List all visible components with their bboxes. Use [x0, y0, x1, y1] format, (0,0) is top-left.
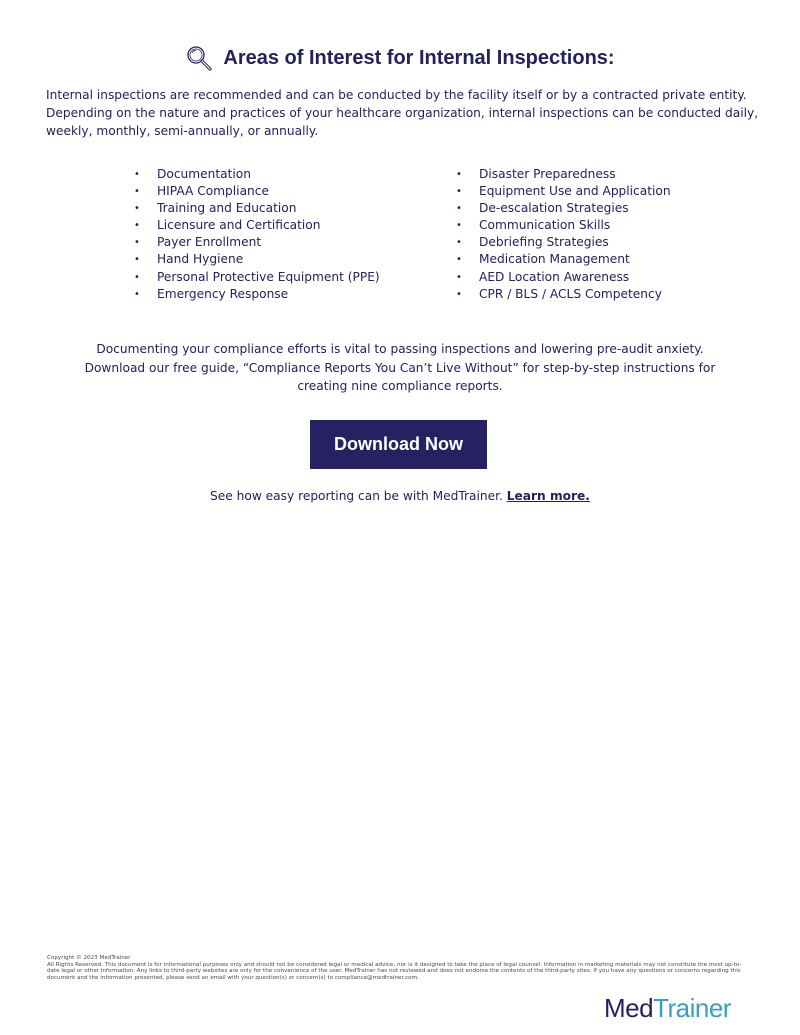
- see-reporting-text: See how easy reporting can be with MedTrainer.: [210, 489, 503, 503]
- list-item: • Payer Enrollment: [134, 234, 380, 251]
- list-item: • Hand Hygiene: [134, 251, 380, 268]
- list-item: • Debriefing Strategies: [456, 234, 671, 251]
- cta-paragraph: Documenting your compliance efforts is vital to passing inspections and lowering pre-audit anxiety. Download our free guide, “Compliance Reports You Can’t Live Without” for step-by-step instructions for creating nine compliance reports.: [84, 342, 716, 393]
- page-title: Areas of Interest for Internal Inspections:: [223, 46, 615, 69]
- list-item: • HIPAA Compliance: [134, 183, 380, 200]
- list-item: • Licensure and Certification: [134, 217, 380, 234]
- inspection-list-left: [134, 166, 380, 303]
- list-item: • Personal Protective Equipment (PPE): [134, 269, 380, 286]
- title-row: [0, 44, 800, 72]
- copyright-text: Copyright © 2023 MedTrainer: [47, 955, 131, 961]
- list-item: • Training and Education: [134, 200, 380, 217]
- see-reporting-line: [0, 489, 800, 503]
- logo-trainer: Trainer: [653, 993, 731, 1023]
- list-item: • CPR / BLS / ACLS Competency: [456, 286, 671, 303]
- list-item: • Emergency Response: [134, 286, 380, 303]
- list-item: • Medication Management: [456, 251, 671, 268]
- list-item: • AED Location Awareness: [456, 269, 671, 286]
- learn-more-link[interactable]: Learn more.: [506, 489, 590, 503]
- inspection-list-right: [456, 166, 671, 303]
- disclaimer-text: All Rights Reserved. This document is for informational purposes only and should not be considered legal or medical advice, nor is it designed to take the place of legal counsel. Information in marketing materials may not constitute the most up-to-date legal or other information. Any links to third-party websites are only for the convenience of the user. MedTrainer has not reviewed and does not endorse the contents of the third-party sites. If you have any questions or concerns regarding this document and the information presented, please send an email with your question(s) or concern(s) to compliance@medtrainer.com.: [47, 961, 742, 981]
- list-item: • Equipment Use and Application: [456, 183, 671, 200]
- list-item: • Documentation: [134, 166, 380, 183]
- footer: [47, 955, 747, 981]
- logo-med: Med: [604, 993, 654, 1023]
- list-item: • De-escalation Strategies: [456, 200, 671, 217]
- intro-paragraph: Internal inspections are recommended and can be conducted by the facility itself or by a contracted private entity. Depending on the nature and practices of your healthcare organization, internal inspections can be conducted daily, weekly, monthly, semi-annually, or annually.: [46, 88, 759, 138]
- download-now-button[interactable]: Download Now: [310, 420, 487, 469]
- magnifier-icon: [185, 44, 213, 72]
- medtrainer-logo: [604, 993, 731, 1024]
- list-item: • Disaster Preparedness: [456, 166, 671, 183]
- list-item: • Communication Skills: [456, 217, 671, 234]
